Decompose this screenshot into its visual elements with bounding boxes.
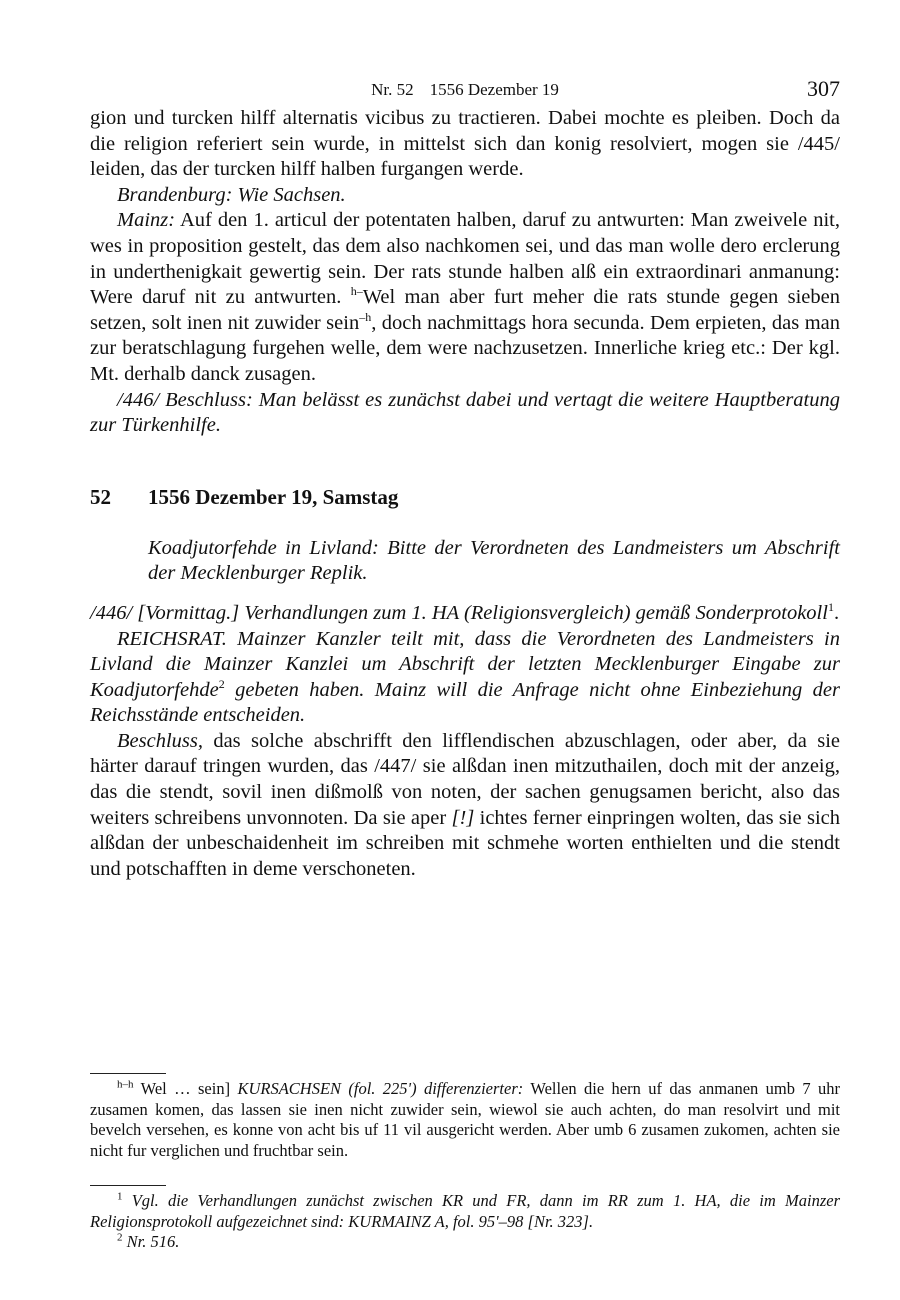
vormittag-text: /446/ [Vormittag.] Verhandlungen zum 1. HA (Religionsvergleich) gemäß Sonderprotokoll <box>90 601 828 624</box>
footnote-h-lemma: Wel … sein] <box>133 1079 238 1098</box>
section-title: 1556 Dezember 19, Samstag <box>148 484 399 509</box>
mainz-text-a: Auf den 1. articul der potentaten halben, daruf zu antwurten: Man zweivele nit, wes in proposition gestelt, das dem also nachkomen sei, und das man wolle dero erclerung in underthenigkait gewertig sein. Der rats stunde halben alß ein extraordinari anmanung: Were daruf nit zu antwurten. <box>90 209 840 309</box>
mainz-label: Mainz: <box>117 209 176 232</box>
beschluss-text-b: ichtes ferner einpringen wolten, das sie sich alßdan der unbeschaidenheit im schreiben mit schmehe worten enthielten und die stendt und potschafften in deme verschoneten. <box>90 806 841 880</box>
reichsrat-text-a: REICHSRAT. Mainzer Kanzler teilt mit, dass die Verordneten des Landmeisters in Livland die Mainzer Kanzlei um Abschrift der letzten Mecklenburger Eingabe zur Koadjutorfehde <box>90 627 840 701</box>
sic-mark: [!] <box>451 806 475 829</box>
section-heading <box>90 485 840 510</box>
running-header <box>90 72 840 106</box>
footnote-rule-variant <box>90 1073 166 1074</box>
footnote-2 <box>90 1232 840 1253</box>
footnote-2-text: Nr. 516. <box>122 1232 180 1251</box>
paragraph-vormittag <box>90 601 840 627</box>
footnote-rule-notes <box>90 1185 166 1186</box>
mainz-text-b: Wel man aber furt meher die rats stunde gegen sieben setzen, solt inen nit zuwider sein <box>90 286 840 334</box>
running-title <box>90 80 840 100</box>
page-number: 307 <box>807 76 840 101</box>
brandenburg-text: Brandenburg: Wie Sachsen. <box>117 183 346 206</box>
note-mark-h-open: h– <box>350 284 363 299</box>
running-date: 1556 Dezember 19 <box>429 80 559 99</box>
footnote-1 <box>90 1191 840 1232</box>
vormittag-end: . <box>833 601 840 624</box>
beschluss-text-a: das solche abschrifft den lifflendischen abzuschlagen, oder aber, da sie härter darauf tringen wurden, das /447/ sie alßdan inen mitzuthailen, doch mit der anzeig, das die stendt, sovil inen dißmolß von noten, der sachen genugsamen bericht, also das weiters schreibens unvonnoten. Da sie aper <box>90 729 840 829</box>
footnote-h-mark: h–h <box>117 1078 134 1091</box>
beschluss-label: Beschluss, <box>117 729 203 752</box>
running-nr: Nr. 52 <box>371 80 414 99</box>
footnote-ref-2: 2 <box>218 676 225 691</box>
mainz-text-c: , doch nachmittags hora secunda. Dem erpieten, das man zur beratschlagung furgehen welle, dem were nachzusetzen. Innerliche krieg etc.: Der kgl. Mt. derhalb danck zusagen. <box>90 311 841 385</box>
note-mark-h-close: –h <box>359 309 372 324</box>
footnote-1-mark: 1 <box>117 1190 123 1203</box>
footnote-1-text: Vgl. die Verhandlungen zunächst zwischen KR und FR, dann im RR zum 1. HA, die im Mainzer Religionsprotokoll aufgezeichnet sind: KURMAINZ A, fol. 95'–98 [Nr. 323]. <box>90 1191 840 1231</box>
footnote-variant-h <box>90 1079 840 1161</box>
paragraph-brandenburg <box>90 183 840 209</box>
paragraph-beschluss-446 <box>90 388 840 439</box>
footnote-ref-1: 1 <box>827 600 834 615</box>
paragraph-mainz <box>90 208 840 387</box>
section-number: 52 <box>90 484 111 509</box>
regest-text: Koadjutorfehde in Livland: Bitte der Verordneten des Landmeisters um Abschrift der Mecklenburger Replik. <box>148 536 840 585</box>
paragraph-reichsrat <box>90 627 840 729</box>
beschluss-446-text: /446/ Beschluss: Man belässt es zunächst dabei und vertagt die weitere Hauptberatung zur Türkenhilfe. <box>90 388 840 437</box>
paragraph-continuation: gion und turcken hilff alternatis vicibus zu tractieren. Dabei mochte es pleiben. Doch da die religion referiert sein wurde, in mittelst sich dan konig resolviert, mogen sie /445/ leiden, das der turcken hilff halben furgangen werde. <box>90 107 840 181</box>
reichsrat-text-b: gebeten haben. Mainz will die Anfrage nicht ohne Einbeziehung der Reichsstände entscheiden. <box>90 678 840 727</box>
section-regest <box>148 536 840 587</box>
footnote-h-text: Wellen die hern uf das anmanen umb 7 uhr zusamen komen, das lassen sie inen nicht zuwider sein, wiewol sie auch achten, do man resolvirt und mit bevelch versehen, es konne von acht bis uf 11 vil ausgericht werden. Aber umb 6 zusamen zukomen, achten sie nicht fur verglichen und fruchtbar sein. <box>90 1079 840 1160</box>
footnote-2-mark: 2 <box>117 1231 123 1244</box>
footnotes <box>90 1079 840 1253</box>
footnote-h-source: KURSACHSEN (fol. 225') differenzierter: <box>237 1079 524 1098</box>
document-page <box>90 72 841 1251</box>
paragraph-beschluss <box>90 729 840 883</box>
